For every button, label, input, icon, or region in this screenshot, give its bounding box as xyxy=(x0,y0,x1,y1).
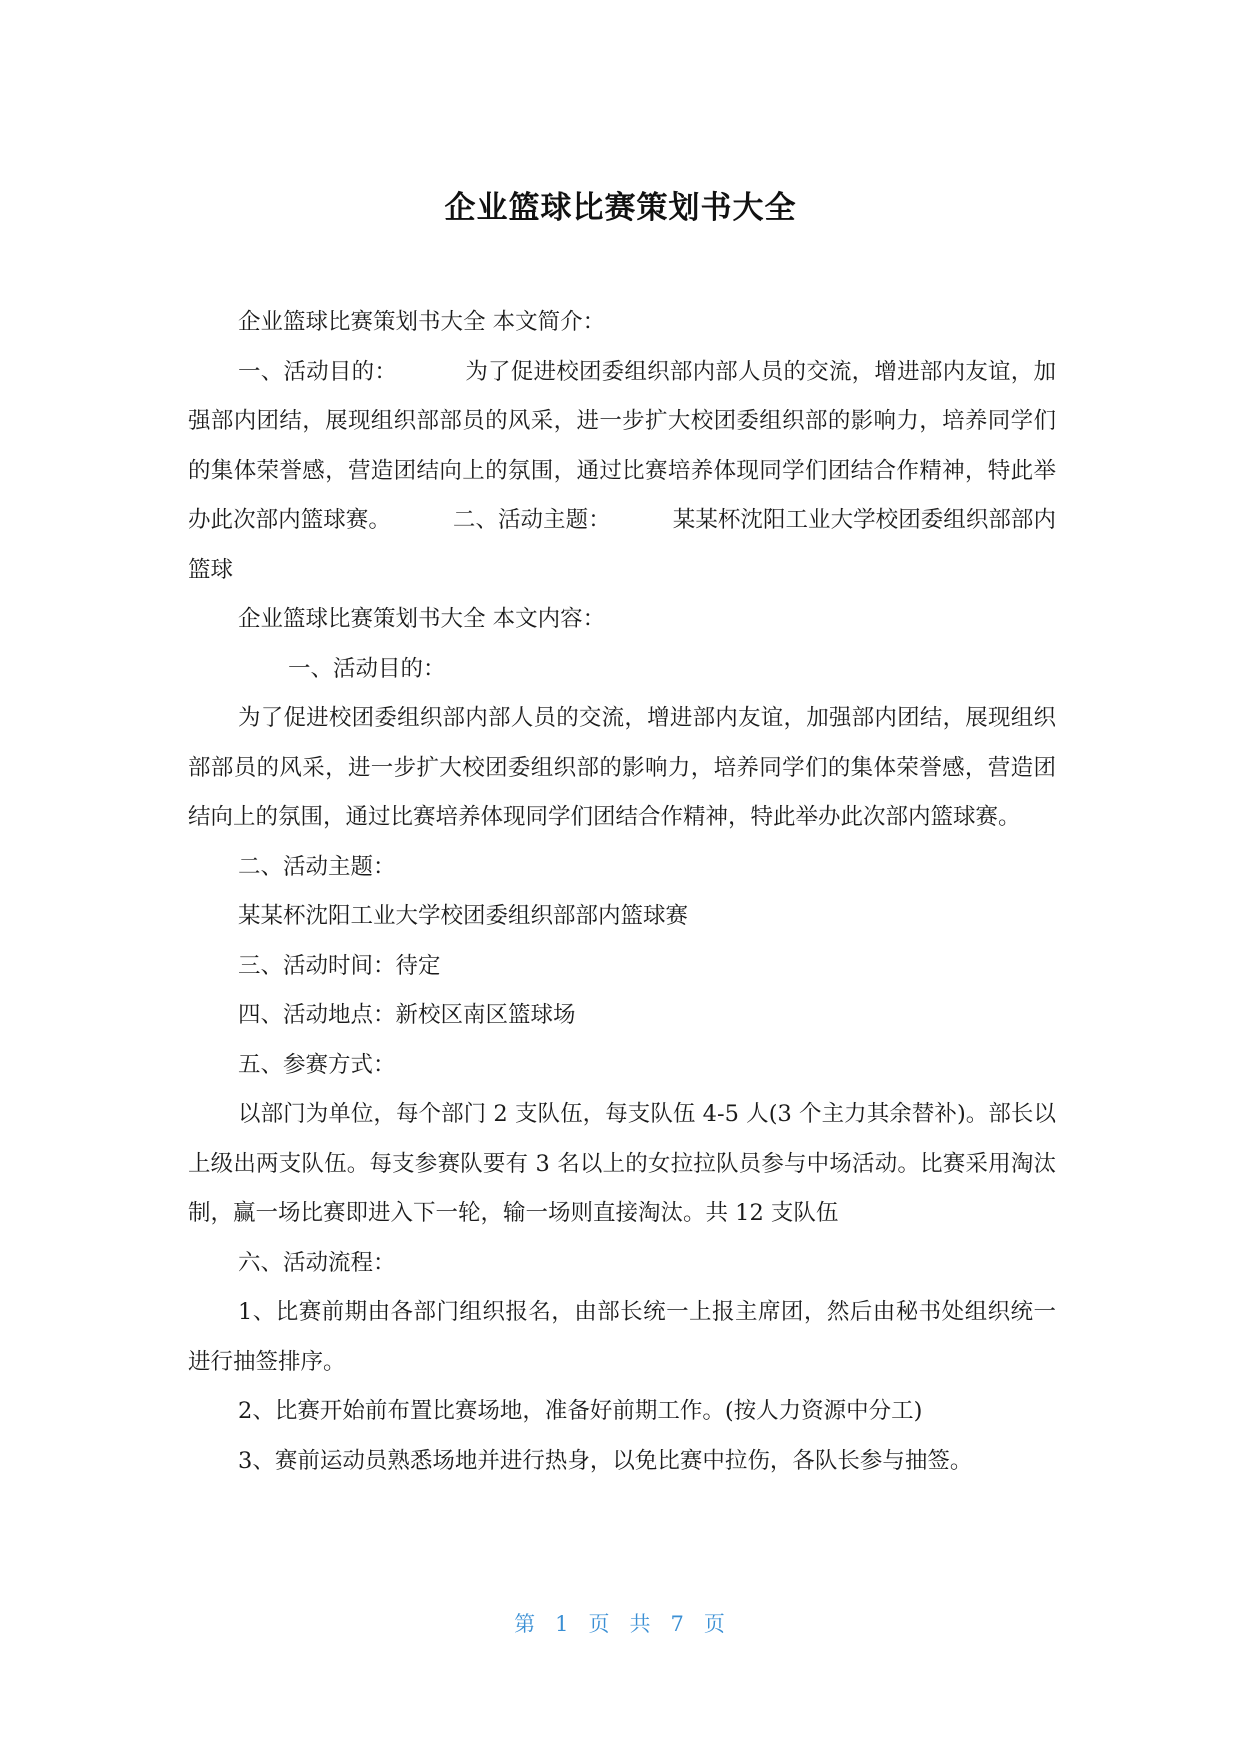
intro-theme-text: 某某杯沈阳工业大学校团委组织部部内篮球 xyxy=(188,507,1056,583)
footer-page-word: 第 xyxy=(514,1612,538,1636)
page-footer xyxy=(0,1608,1241,1638)
section-3: 三、活动时间：待定 xyxy=(238,952,441,979)
section-1-heading: 一、活动目的： xyxy=(288,655,446,682)
document-title: 企业篮球比赛策划书大全 xyxy=(444,190,797,226)
section-5-body: 以部门为单位，每个部门 2 支队伍，每支队伍 4-5 人(3 个主力其余替补)。部长以上级出两支队伍。每支参赛队要有 3 名以上的女拉拉队员参与中场活动。比赛采用淘汰制，赢一场比赛即进入下一轮，输一场则直接淘汰。共 12 支队伍 xyxy=(188,1101,1056,1226)
intro-purpose-text: 为了促进校团委组织部内部人员的交流，增进部内友谊，加强部内团结，展现组织部部员的风采，进一步扩大校团委组织部的影响力，培养同学们的集体荣誉感，营造团结向上的氛围，通过比赛培养体现同学们团结合作精神，特此举办此次部内篮球赛。 xyxy=(188,358,1056,533)
footer-page-number: 1 xyxy=(555,1612,571,1636)
section-2-body: 某某杯沈阳工业大学校团委组织部部内篮球赛 xyxy=(238,903,689,929)
intro-label: 企业篮球比赛策划书大全 本文简介： xyxy=(238,309,606,335)
section-2-heading: 二、活动主题： xyxy=(238,853,396,880)
process-step-3: 3、赛前运动员熟悉场地并进行热身，以免比赛中拉伤，各队长参与抽签。 xyxy=(238,1447,973,1474)
process-step-1: 1、比赛前期由各部门组织报名，由部长统一上报主席团，然后由秘书处组织统一进行抽签排序。 xyxy=(188,1299,1056,1375)
intro-paragraph xyxy=(188,348,1056,596)
document-body xyxy=(188,298,1056,1486)
section-4: 四、活动地点：新校区南区篮球场 xyxy=(238,1002,576,1028)
footer-page-unit: 页 xyxy=(588,1612,612,1636)
footer-total-word: 共 xyxy=(629,1612,653,1636)
section-6-heading: 六、活动流程： xyxy=(238,1249,396,1276)
footer-total-unit: 页 xyxy=(703,1612,727,1636)
intro-theme-heading: 二、活动主题： xyxy=(452,507,611,533)
section-5-heading: 五、参赛方式： xyxy=(238,1051,396,1078)
footer-total-number: 7 xyxy=(670,1612,686,1636)
process-step-2: 2、比赛开始前布置比赛场地，准备好前期工作。(按人力资源中分工) xyxy=(238,1398,923,1424)
intro-purpose-heading: 一、活动目的： xyxy=(238,358,398,385)
content-label: 企业篮球比赛策划书大全 本文内容： xyxy=(238,606,606,632)
section-1-body: 为了促进校团委组织部内部人员的交流，增进部内友谊，加强部内团结，展现组织部部员的风采，进一步扩大校团委组织部的影响力，培养同学们的集体荣誉感，营造团结向上的氛围，通过比赛培养体现同学们团结合作精神，特此举办此次部内篮球赛。 xyxy=(188,705,1056,830)
